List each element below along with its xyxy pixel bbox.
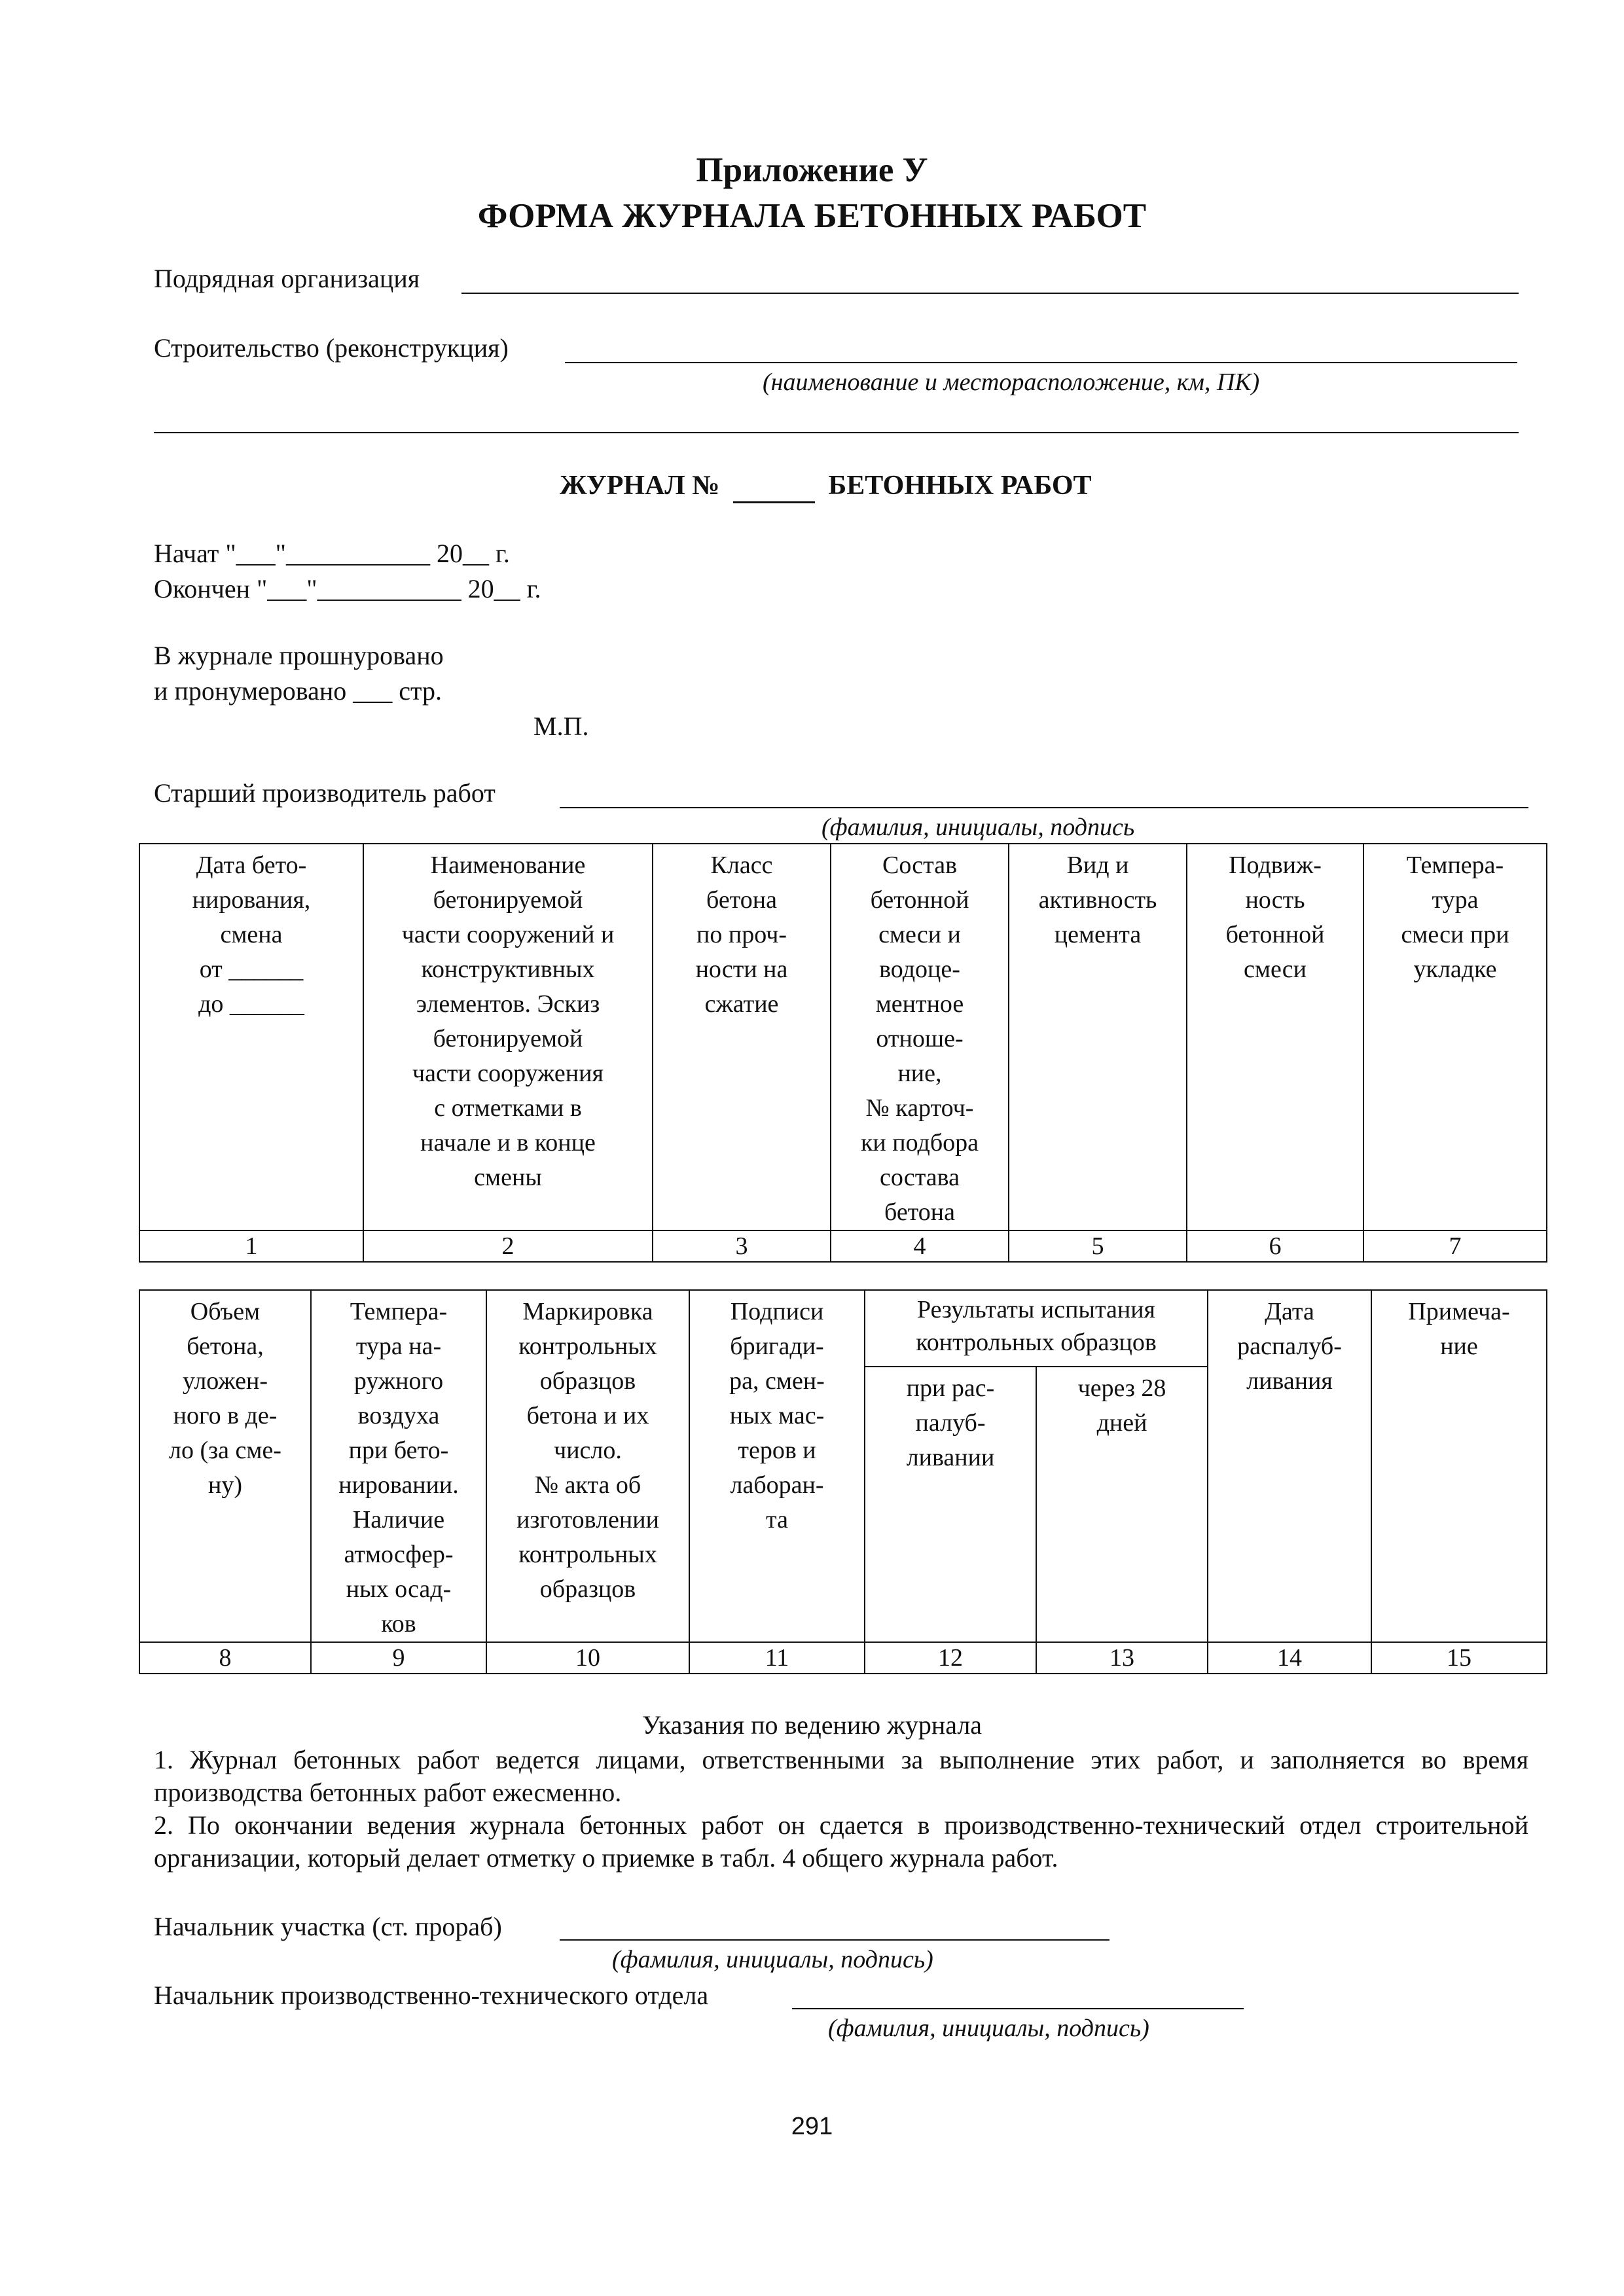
senior-producer-label: Старший производитель работ [154, 778, 496, 808]
table2-column-number: 12 [865, 1642, 1036, 1674]
table2-header-test-results: Результаты испытания контрольных образцов [865, 1290, 1208, 1367]
finished-line: Окончен "___"___________ 20__ г. [154, 574, 541, 603]
numbered-line: и пронумеровано ___ стр. [154, 676, 442, 706]
senior-producer-caption: (фамилия, инициалы, подпись [821, 814, 1135, 841]
table2-column-number: 9 [311, 1642, 486, 1674]
concrete-table-1 [139, 843, 1547, 1263]
seal-mark: М.П. [533, 711, 589, 741]
concrete-table-2 [139, 1289, 1547, 1674]
appendix-title: Приложение У [696, 151, 928, 189]
table2-header-sample-marking: Маркировка контрольных образцов бетона и их число. № акта об изготовлении контрольных образцов [486, 1290, 689, 1642]
table2-column-number: 15 [1371, 1642, 1547, 1674]
table2-header-air-temperature: Темпера- тура на- ружного воздуха при бето- нировании. Наличие атмосфер- ных осад- ков [311, 1290, 486, 1642]
table1-header-concrete-class: Класс бетона по проч- ности на сжатие [653, 844, 831, 1230]
journal-title-prefix: ЖУРНАЛ № [560, 471, 720, 501]
table2-column-number: 14 [1208, 1642, 1371, 1674]
table1-header-date: Дата бето- нирования, смена от ______ до ______ [139, 844, 363, 1230]
pto-chief-line[interactable] [792, 2008, 1244, 2009]
laced-line: В журнале прошнуровано [154, 641, 444, 670]
page-number: 291 [791, 2113, 833, 2140]
contractor-label: Подрядная организация [154, 264, 420, 293]
journal-title [560, 470, 1092, 503]
table1-column-number: 4 [831, 1230, 1009, 1262]
instruction-item-2: 2. По окончании ведения журнала бетонных работ он сдается в производственно-технический отдел строительной организации, который делает отметку о приемке в табл. 4 общего журнала работ. [154, 1810, 1528, 1873]
table1-column-number: 7 [1363, 1230, 1547, 1262]
construction-caption: (наименование и месторасположение, км, ПК) [763, 368, 1260, 396]
table1-column-number: 5 [1009, 1230, 1187, 1262]
instructions-title: Указания по ведению журнала [641, 1710, 983, 1740]
site-chief-line[interactable] [560, 1939, 1110, 1941]
table1-column-number: 2 [363, 1230, 653, 1262]
journal-title-suffix: БЕТОННЫХ РАБОТ [828, 471, 1092, 501]
table2-header-stripping-date: Дата распалуб- ливания [1208, 1290, 1371, 1642]
site-chief-caption: (фамилия, инициалы, подпись) [612, 1946, 933, 1973]
table2-subheader-at-stripping: при рас- палуб- ливании [865, 1367, 1036, 1642]
table2-column-number: 13 [1036, 1642, 1208, 1674]
form-title: ФОРМА ЖУРНАЛА БЕТОННЫХ РАБОТ [477, 197, 1147, 235]
table1-header-mobility: Подвиж- ность бетонной смеси [1187, 844, 1363, 1230]
table2-subheader-after-28-days: через 28 дней [1036, 1367, 1208, 1642]
construction-label: Строительство (реконструкция) [154, 333, 509, 363]
table2-header-note: Примеча- ние [1371, 1290, 1547, 1642]
table1-header-cement: Вид и активность цемента [1009, 844, 1187, 1230]
construction-extra-line[interactable] [154, 432, 1519, 433]
table1-header-structure-part: Наименование бетонируемой части сооружений и конструктивных элементов. Эскиз бетонируемой части сооружения с отметками в начале и в конце смены [363, 844, 653, 1230]
table1-column-number: 1 [139, 1230, 363, 1262]
pto-chief-caption: (фамилия, инициалы, подпись) [828, 2015, 1149, 2042]
table2-column-number: 8 [139, 1642, 311, 1674]
table2-column-number: 10 [486, 1642, 689, 1674]
contractor-field-line[interactable] [461, 293, 1519, 294]
instruction-item-1: 1. Журнал бетонных работ ведется лицами, ответственными за выполнение этих работ, и заполняется во время производства бетонных работ ежесменно. [154, 1745, 1528, 1807]
senior-producer-line[interactable] [560, 807, 1528, 808]
table1-column-number: 6 [1187, 1230, 1363, 1262]
table1-header-mix-temperature: Темпера- тура смеси при укладке [1363, 844, 1547, 1230]
journal-number-line[interactable] [733, 470, 815, 503]
started-line: Начат "___"___________ 20__ г. [154, 539, 510, 568]
site-chief-label: Начальник участка (ст. прораб) [154, 1912, 502, 1941]
pto-chief-label: Начальник производственно-технического отдела [154, 1981, 709, 2010]
table2-column-number: 11 [689, 1642, 865, 1674]
table2-header-signatures: Подписи бригади- ра, смен- ных мас- теров и лаборан- та [689, 1290, 865, 1642]
table1-header-mix-composition: Состав бетонной смеси и водоце- ментное отноше- ние, № карточ- ки подбора состава бетона [831, 844, 1009, 1230]
table2-header-volume: Объем бетона, уложен- ного в де- ло (за сме- ну) [139, 1290, 311, 1642]
construction-field-line[interactable] [565, 362, 1517, 363]
table1-column-number: 3 [653, 1230, 831, 1262]
